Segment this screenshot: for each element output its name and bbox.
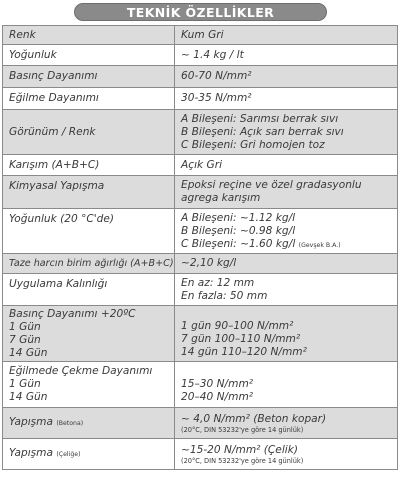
label-line: 7 Gün bbox=[9, 333, 41, 346]
row-label bbox=[3, 408, 175, 439]
table-row bbox=[3, 66, 398, 88]
row-label: Eğilme Dayanımı bbox=[3, 88, 175, 110]
value-line: agrega karışım bbox=[181, 192, 261, 204]
table-row bbox=[3, 274, 398, 306]
table-row bbox=[3, 26, 398, 45]
value-line: B Bileşeni: ~0.98 kg/l bbox=[181, 224, 296, 237]
value-note: (Gevşek B.A.) bbox=[298, 241, 341, 249]
row-value bbox=[175, 362, 398, 408]
row-value: 30-35 N/mm² bbox=[175, 88, 398, 110]
row-value bbox=[175, 209, 398, 254]
label-line: 1 Gün bbox=[9, 378, 41, 390]
value-line: 1 gün 90–100 N/mm² bbox=[181, 320, 294, 332]
label-line: 14 Gün bbox=[9, 346, 48, 359]
label-line: Eğilmede Çekme Dayanımı bbox=[9, 365, 153, 377]
row-label bbox=[3, 439, 175, 470]
value-line: ~15-20 N/mm² (Çelik) bbox=[181, 443, 298, 456]
row-value: Kum Gri bbox=[175, 26, 398, 45]
row-label: Uygulama Kalınlığı bbox=[3, 274, 175, 306]
row-value: Açık Gri bbox=[175, 155, 398, 176]
value-sub: (20°C, DIN 53232'ye göre 14 günlük) bbox=[181, 456, 304, 465]
row-label-text: Yapışma bbox=[9, 416, 53, 428]
row-label: Basınç Dayanımı bbox=[3, 66, 175, 88]
value-line: 20–40 N/mm² bbox=[181, 390, 254, 403]
value-line-text: C Bileşeni: ~1.60 kg/l bbox=[181, 237, 296, 250]
row-value bbox=[175, 176, 398, 209]
label-line: 14 Gün bbox=[9, 391, 48, 403]
value-line: A Bileşeni: ~1.12 kg/l bbox=[181, 211, 296, 224]
value-line: En fazla: 50 mm bbox=[181, 289, 268, 302]
value-line: Epoksi reçine ve özel gradasyonlu bbox=[181, 179, 362, 191]
row-label-text: Yapışma bbox=[9, 447, 53, 459]
table-row bbox=[3, 254, 398, 274]
row-value bbox=[175, 439, 398, 470]
row-value: ~2,10 kg/l bbox=[175, 254, 398, 274]
row-label: Taze harcın birim ağırlığı (A+B+C) bbox=[3, 254, 175, 274]
row-label: Renk bbox=[3, 26, 175, 45]
value-line: ~ 4,0 N/mm² (Beton kopar) bbox=[181, 412, 327, 425]
value-line: 14 gün 110–120 N/mm² bbox=[181, 346, 307, 358]
value-line: B Bileşeni: Açık sarı berrak sıvı bbox=[181, 125, 344, 138]
row-value bbox=[175, 110, 398, 155]
table-row bbox=[3, 408, 398, 439]
row-label: Görünüm / Renk bbox=[3, 110, 175, 155]
table-row bbox=[3, 306, 398, 362]
value-line: 15–30 N/mm² bbox=[181, 377, 254, 390]
table-row bbox=[3, 439, 398, 470]
spec-table bbox=[2, 25, 398, 470]
value-line: 7 gün 100–110 N/mm² bbox=[181, 333, 301, 345]
table-row bbox=[3, 176, 398, 209]
table-row bbox=[3, 110, 398, 155]
row-value bbox=[175, 306, 398, 362]
row-value: ~ 1.4 kg / lt bbox=[175, 45, 398, 66]
row-label bbox=[3, 362, 175, 408]
label-note: (Betona) bbox=[56, 420, 84, 427]
title-bar bbox=[74, 3, 327, 21]
value-line: En az: 12 mm bbox=[181, 276, 255, 289]
row-value: 60-70 N/mm² bbox=[175, 66, 398, 88]
label-line: Basınç Dayanımı +20ºC bbox=[9, 307, 136, 320]
row-label: Yoğunluk (20 °C'de) bbox=[3, 209, 175, 254]
table-row bbox=[3, 209, 398, 254]
value-line: C Bileşeni: Gri homojen toz bbox=[181, 138, 325, 151]
value-line bbox=[181, 238, 391, 251]
label-line: 1 Gün bbox=[9, 320, 41, 333]
row-value bbox=[175, 274, 398, 306]
table-row bbox=[3, 362, 398, 408]
row-label: Kimyasal Yapışma bbox=[3, 176, 175, 209]
row-value bbox=[175, 408, 398, 439]
page-title: TEKNİK ÖZELLİKLER bbox=[126, 4, 275, 20]
row-label: Yoğunluk bbox=[3, 45, 175, 66]
table-row bbox=[3, 155, 398, 176]
value-sub: (20°C, DIN 53232'ye göre 14 günlük) bbox=[181, 425, 304, 434]
table-row bbox=[3, 88, 398, 110]
table-row bbox=[3, 45, 398, 66]
row-label: Karışım (A+B+C) bbox=[3, 155, 175, 176]
label-note: (Çeliğe) bbox=[56, 451, 81, 458]
value-line: A Bileşeni: Sarımsı berrak sıvı bbox=[181, 112, 339, 125]
row-label bbox=[3, 306, 175, 362]
